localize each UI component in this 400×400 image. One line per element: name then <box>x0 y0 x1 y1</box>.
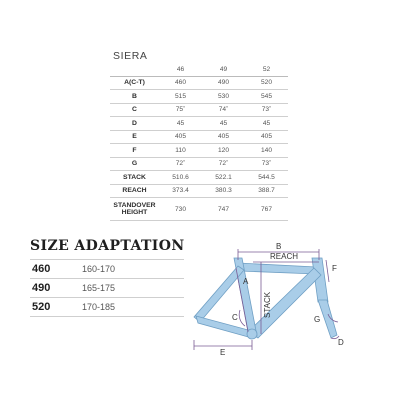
geometry-header-size: 49 <box>202 63 245 76</box>
fork <box>318 300 337 338</box>
geometry-header-row <box>110 63 288 76</box>
geometry-header-size: 52 <box>245 63 288 76</box>
size-row <box>30 279 184 298</box>
geometry-cell: 767 <box>245 198 288 221</box>
frame-geometry-diagram <box>190 240 360 355</box>
chain-stay <box>196 316 252 338</box>
geometry-table <box>110 63 288 221</box>
geometry-cell: 730 <box>159 198 202 221</box>
geometry-header-size: 46 <box>159 63 202 76</box>
geometry-cell: 747 <box>202 198 245 221</box>
frame-size: 490 <box>32 282 51 294</box>
size-row <box>30 259 184 279</box>
geometry-cell: 45 <box>159 117 202 131</box>
geometry-cell: 520 <box>245 76 288 90</box>
size-adaptation-table <box>30 259 184 317</box>
geometry-row <box>110 144 288 158</box>
geometry-row-label: G <box>110 157 159 171</box>
geometry-row-label: F <box>110 144 159 158</box>
geometry-row <box>110 157 288 171</box>
geometry-cell: 72˚ <box>202 157 245 171</box>
frame-size: 460 <box>32 263 51 275</box>
label-b: B <box>276 242 282 251</box>
geometry-cell: 545 <box>245 90 288 104</box>
geometry-row <box>110 198 288 221</box>
geometry-cell: 120 <box>202 144 245 158</box>
geometry-cell: 405 <box>202 130 245 144</box>
geometry-cell: 73˚ <box>245 157 288 171</box>
geometry-cell: 405 <box>245 130 288 144</box>
bottom-bracket <box>247 329 257 339</box>
label-g: G <box>314 315 321 324</box>
label-e: E <box>220 348 226 357</box>
geometry-cell: 110 <box>159 144 202 158</box>
label-reach: REACH <box>270 252 299 261</box>
geometry-row <box>110 130 288 144</box>
geometry-cell: 522.1 <box>202 171 245 185</box>
rider-height-range: 165-175 <box>82 283 116 293</box>
geometry-cell: 75˚ <box>159 103 202 117</box>
geometry-cell: 45 <box>245 117 288 131</box>
label-d: D <box>338 338 344 347</box>
geometry-cell: 74˚ <box>202 103 245 117</box>
geometry-row-label: E <box>110 130 159 144</box>
rider-height-range: 160-170 <box>82 264 116 274</box>
geometry-cell: 544.5 <box>245 171 288 185</box>
geometry-cell: 373.4 <box>159 184 202 198</box>
geometry-row-label: STANDOVER HEIGHT <box>110 198 159 221</box>
geometry-row-label: A(C-T) <box>110 76 159 90</box>
geometry-title: SIERA <box>113 50 148 62</box>
geometry-row-label: STACK <box>110 171 159 185</box>
geometry-cell: 140 <box>245 144 288 158</box>
label-c: C <box>232 313 238 322</box>
rider-height-range: 170-185 <box>82 302 116 312</box>
geometry-cell: 388.7 <box>245 184 288 198</box>
geometry-row-label: REACH <box>110 184 159 198</box>
label-a: A <box>243 277 249 286</box>
geometry-cell: 460 <box>159 76 202 90</box>
down-tube <box>248 268 321 338</box>
dim-f-line <box>326 260 329 282</box>
frame-size: 520 <box>32 301 51 313</box>
size-adaptation-title: SIZE ADAPTATION <box>30 238 185 254</box>
geometry-row-label: D <box>110 117 159 131</box>
geometry-cell: 45 <box>202 117 245 131</box>
geometry-row <box>110 103 288 117</box>
geometry-row <box>110 184 288 198</box>
label-stack: STACK <box>263 291 272 318</box>
geometry-row <box>110 90 288 104</box>
geometry-cell: 490 <box>202 76 245 90</box>
geometry-row <box>110 117 288 131</box>
geometry-header-blank <box>110 63 159 76</box>
label-f: F <box>332 264 337 273</box>
geometry-row <box>110 171 288 185</box>
geometry-row <box>110 76 288 90</box>
geometry-cell: 72˚ <box>159 157 202 171</box>
geometry-cell: 380.3 <box>202 184 245 198</box>
geometry-cell: 73˚ <box>245 103 288 117</box>
geometry-cell: 515 <box>159 90 202 104</box>
geometry-cell: 510.6 <box>159 171 202 185</box>
geometry-row-label: C <box>110 103 159 117</box>
geometry-cell: 405 <box>159 130 202 144</box>
geometry-row-label: B <box>110 90 159 104</box>
top-tube <box>238 263 316 274</box>
geometry-cell: 530 <box>202 90 245 104</box>
size-row <box>30 298 184 317</box>
